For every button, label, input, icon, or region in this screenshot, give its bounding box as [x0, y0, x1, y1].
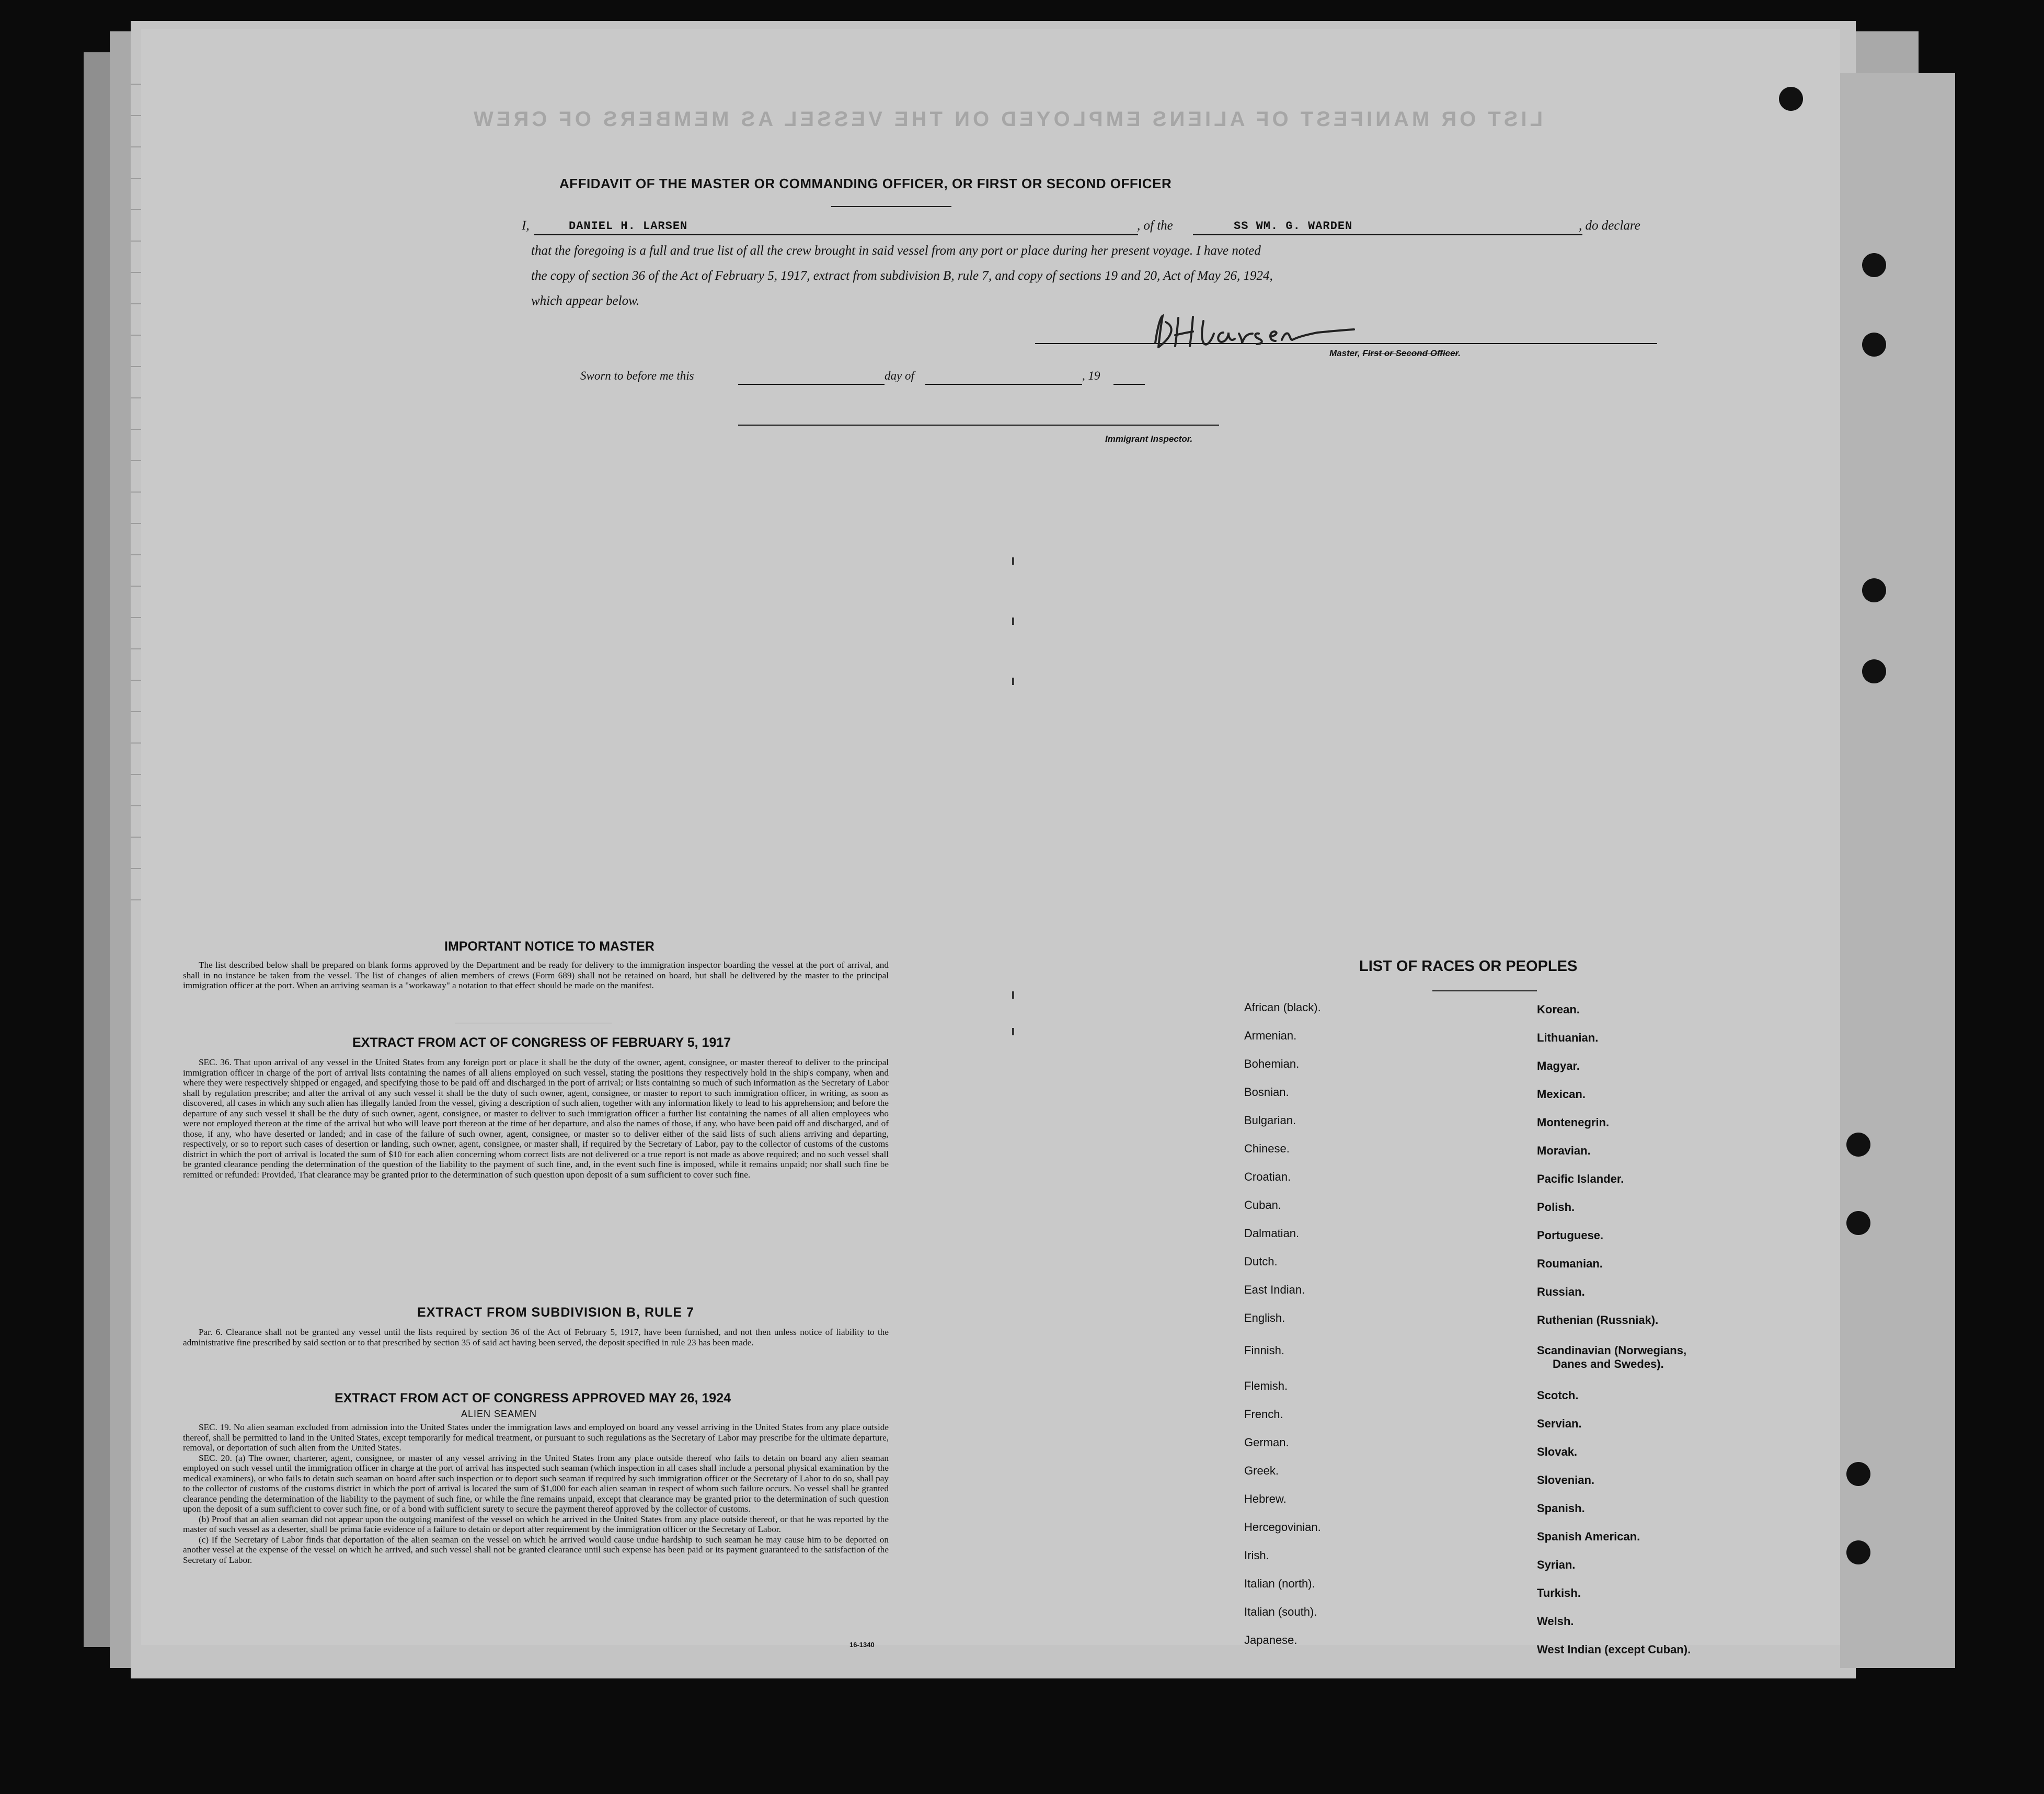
race-item: Dutch.: [1244, 1255, 1278, 1268]
fold-mark: [1012, 1028, 1014, 1035]
race-item: Lithuanian.: [1537, 1031, 1599, 1044]
master-name-line: [534, 234, 1138, 235]
form-page: [141, 29, 1840, 1656]
race-item: Hebrew.: [1244, 1492, 1287, 1505]
race-item: Syrian.: [1537, 1558, 1576, 1571]
inspector-label: Immigrant Inspector.: [1105, 434, 1193, 444]
extract-rule7-text: Par. 6. Clearance shall not be granted any vessel until the lists required by section 36 of the Act of February 5, 1917, have been furnished, and not then unless notice of liability to the administrative fine prescribed by said section or to that prescribed by section 35 of said act having been served, the deposit specified in rule 23 has been made.: [183, 1327, 889, 1347]
affidavit-line-2: the copy of section 36 of the Act of February 5, 1917, extract from subdivision B, rule 7, and copy of sections 19 and 20, Act of May 26, 1924,: [531, 269, 1273, 283]
punch-hole: [1846, 1540, 1870, 1564]
punch-hole: [1862, 253, 1886, 277]
punch-hole: [1846, 1211, 1870, 1235]
vessel-name-line: [1193, 234, 1582, 235]
race-item: Polish.: [1537, 1201, 1575, 1214]
race-item: Bohemian.: [1244, 1057, 1300, 1070]
race-item: Roumanian.: [1537, 1257, 1603, 1270]
race-item: Cuban.: [1244, 1198, 1281, 1212]
signature-caption: Master, First or Second Officer.: [1329, 348, 1461, 358]
affidavit-i: I,: [522, 219, 530, 233]
fold-mark: [1012, 678, 1014, 685]
affidavit-title: AFFIDAVIT OF THE MASTER OR COMMANDING OFFICER, OR FIRST OR SECOND OFFICER: [559, 176, 1172, 191]
punch-hole: [1862, 333, 1886, 357]
notice-text: The list described below shall be prepared on blank forms approved by the Department and be ready for delivery to the immigration inspector boarding the vessel at the port of arrival, and shall in no instance be taken from the vessel. The list of changes of alien members of crews (Form 689) shall not be retained on board, but shall be delivered by the master to the principal immigration officer at the port. When an arriving seaman is a "workaway" a notation to that effect should be made on the manifest.: [183, 960, 889, 990]
extract-1917-title: EXTRACT FROM ACT OF CONGRESS OF FEBRUARY 5, 1917: [352, 1035, 731, 1050]
affidavit-line-1: that the foregoing is a full and true list of all the crew brought in said vessel from any port or place during her present voyage. I have noted: [531, 244, 1261, 258]
race-item: Irish.: [1244, 1549, 1269, 1562]
affidavit-line-3: which appear below.: [531, 294, 640, 308]
extract-rule7-title: EXTRACT FROM SUBDIVISION B, RULE 7: [417, 1305, 694, 1320]
race-item: Spanish.: [1537, 1502, 1585, 1515]
of-the-label: , of the: [1137, 219, 1173, 233]
race-item: Greek.: [1244, 1464, 1279, 1477]
race-item: Dalmatian.: [1244, 1227, 1300, 1240]
fold-mark: [1012, 557, 1014, 565]
extract-1924-title: EXTRACT FROM ACT OF CONGRESS APPROVED MAY 26, 1924: [335, 1391, 731, 1406]
race-item: Mexican.: [1537, 1088, 1586, 1101]
race-item: Servian.: [1537, 1417, 1582, 1430]
inspector-signature-line: [738, 425, 1219, 426]
punch-hole: [1779, 87, 1803, 111]
form-number: 16-1340: [849, 1641, 875, 1649]
race-item: Spanish American.: [1537, 1530, 1640, 1543]
race-item: African (black).: [1244, 1001, 1321, 1014]
sworn-label: Sworn to before me this: [580, 369, 694, 382]
races-title-rule: [1432, 990, 1537, 991]
race-item: West Indian (except Cuban).: [1537, 1643, 1691, 1656]
year-label: , 19: [1082, 369, 1100, 382]
race-item: Scandinavian (Norwegians,: [1537, 1344, 1687, 1357]
bleed-through-header: LIST OR MANIFEST OF ALIENS EMPLOYED ON THE VESSEL AS MEMBERS OF CREW: [470, 108, 1543, 131]
race-item: Hercegovinian.: [1244, 1521, 1321, 1534]
race-item: Magyar.: [1537, 1059, 1580, 1072]
sworn-day-line: [738, 384, 885, 385]
race-item: French.: [1244, 1408, 1283, 1421]
race-item: Korean.: [1537, 1003, 1580, 1016]
master-name: DANIEL H. LARSEN: [569, 220, 688, 233]
right-edge-sheet: [1840, 73, 1955, 1668]
race-item: Pacific Islander.: [1537, 1172, 1624, 1185]
race-item: Bulgarian.: [1244, 1114, 1296, 1127]
race-item: Slovenian.: [1537, 1473, 1595, 1487]
race-item: Moravian.: [1537, 1144, 1591, 1157]
race-item: Ruthenian (Russniak).: [1537, 1313, 1659, 1327]
fold-mark: [1012, 991, 1014, 999]
punch-hole: [1862, 659, 1886, 683]
do-declare-label: , do declare: [1579, 219, 1640, 233]
day-of-label: day of: [885, 369, 914, 382]
race-item: Italian (north).: [1244, 1577, 1315, 1590]
race-item: Finnish.: [1244, 1344, 1285, 1357]
race-item: Bosnian.: [1244, 1085, 1289, 1099]
race-item: German.: [1244, 1436, 1289, 1449]
sworn-year-line: [1113, 384, 1145, 385]
punch-hole: [1846, 1462, 1870, 1486]
race-item: Slovak.: [1537, 1445, 1578, 1458]
races-title: LIST OF RACES OR PEOPLES: [1359, 958, 1578, 975]
sworn-month-line: [925, 384, 1082, 385]
race-item: Scotch.: [1537, 1389, 1579, 1402]
race-item: Montenegrin.: [1537, 1116, 1610, 1129]
vessel-name: SS WM. G. WARDEN: [1234, 220, 1353, 233]
notice-title: IMPORTANT NOTICE TO MASTER: [444, 939, 654, 954]
race-item: Chinese.: [1244, 1142, 1290, 1155]
race-item: Welsh.: [1537, 1615, 1574, 1628]
race-item: Turkish.: [1537, 1586, 1581, 1599]
race-item: Croatian.: [1244, 1170, 1291, 1183]
alien-seamen-heading: ALIEN SEAMEN: [461, 1409, 537, 1419]
punch-hole: [1862, 578, 1886, 602]
extract-1924-text: SEC. 19. No alien seaman excluded from admission into the United States under the immigration laws and employed on board any vessel arriving in the United States from any place outside thereof, shall be permitted to land in the United States, except temporarily for medical treatment, or pursuant to such regulations as the Secretary of Labor may prescribe for the ultimate departure, removal, or deportation of such alien from the United States. SEC. 20. (a) The owner, charterer, agent, consignee, or master of any vessel arriving in the United States from any place outside thereof who fails to detain on board any alien seaman employed on such vessel until the immigration officer in charge at the port of arrival has inspected such seaman (which inspection in all cases shall include a personal physical examination by the medical examiners), or who fails to detain such seaman on board after such inspection or to deport such seaman if required by such immigration officer or the Secretary of Labor to do so, shall pay to the collector of customs of the customs district in which the port of arrival is located the sum of $1,000 for each alien seaman in respect of whom such failure occurs. No vessel shall be granted clearance pending the determination of the liability to the payment of such fine, or while the fine remains unpaid, except that clearance may be granted prior to the determination of such question upon the deposit of a sum sufficient to cover such fine, or of a bond with sufficient surety to secure the payment thereof approved by the collector of customs. (b) Proof that an alien seaman did not appear upon the outgoing manifest of the vessel on which he arrived in the United States from any place outside thereof, or that he was reported by the master of such vessel as a deserter, shall be prima facie evidence of a failure to detain or deport after requirement by the immigration officer or the Secretary of Labor. (c) If the Secretary of Labor finds that deportation of the alien seaman on the vessel on which he arrived would cause undue hardship to such seaman he may cause him to be deported on another vessel at the expense of the vessel on which he arrived, and such vessel shall not be granted clearance until such expense has been paid or its payment guaranteed to the satisfaction of the Secretary of Labor.: [183, 1422, 889, 1565]
race-item: Armenian.: [1244, 1029, 1297, 1042]
race-item: Flemish.: [1244, 1379, 1288, 1392]
race-item: Japanese.: [1244, 1633, 1297, 1647]
title-rule: [831, 206, 951, 207]
race-item-continuation: Danes and Swedes).: [1553, 1357, 1664, 1370]
race-item: Italian (south).: [1244, 1605, 1317, 1618]
fold-mark: [1012, 618, 1014, 625]
race-item: Portuguese.: [1537, 1229, 1604, 1242]
extract-1917-text: SEC. 36. That upon arrival of any vessel in the United States from any foreign port or place it shall be the duty of the owner, agent, consignee, or master thereof to deliver to the principal immigration officer in charge of the port of arrival lists containing the names of all aliens employed on such vessel, stating the positions they respectively hold in the ship's company, when and where they were respectively shipped or engaged, and specifying those to be paid off and discharged in the port of arrival; or lists containing so much of such information as the Secretary of Labor shall by regulation prescribe; and after the arrival of any such vessel it shall be the duty of such owner, agent, consignee, or master to report to such immigration officer, in writing, as soon as discovered, all cases in which any such alien has illegally landed from the vessel, giving a description of such alien, together with any information likely to lead to his apprehension; and before the departure of any such vessel it shall be the duty of such owner, agent, consignee, or master to deliver to such immigration officer a further list containing the names of all alien employees who were not employed thereon at the time of the arrival but who will leave port thereon at the time of her departure, and also the names of those, if any, who have been paid off and discharged, and of those, if any, who have deserted or landed; and in case of the failure of such owner, agent, consignee, or master so to deliver either of the said lists of such aliens arriving and departing, respectively, or so to report such cases of desertion or landing, such owner, agent, consignee, or master shall, if required by the Secretary of Labor, pay to the collector of customs of the customs district in which the port of arrival is located the sum of $10 for each alien concerning whom correct lists are not delivered or a true report is not made as above required; and no such vessel shall be granted clearance pending the determination of the question of the liability to the payment of such fine, and, in the event such fine is imposed, while it remains unpaid; nor shall such fine be remitted or refunded: Provided, That clearance may be granted prior to the determination of such question upon deposit of a sum sufficient to cover such fine.: [183, 1057, 889, 1180]
race-item: English.: [1244, 1311, 1285, 1324]
race-item: East Indian.: [1244, 1283, 1305, 1296]
punch-hole: [1846, 1133, 1870, 1157]
race-item: Russian.: [1537, 1285, 1585, 1298]
